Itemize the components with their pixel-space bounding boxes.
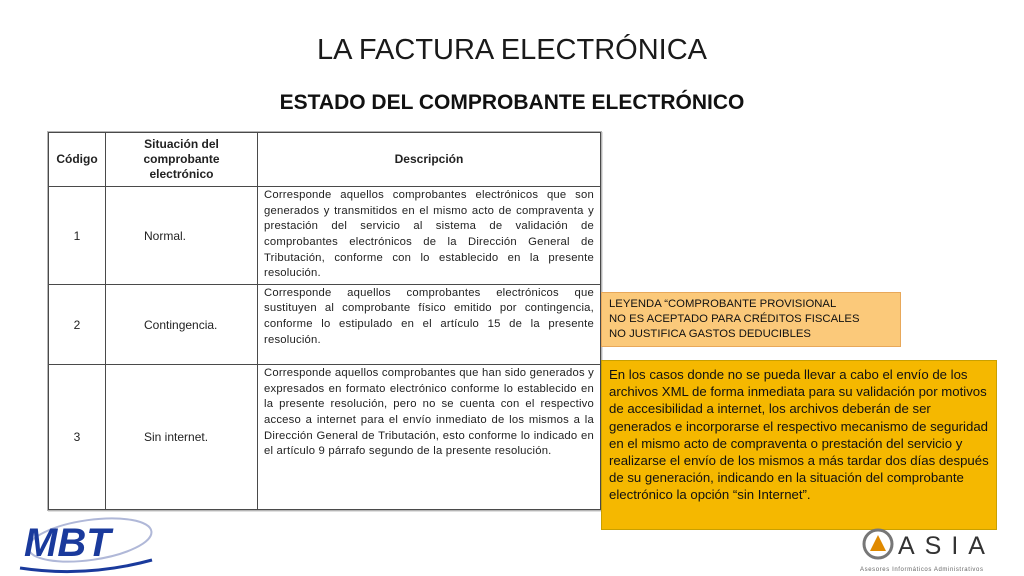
legend-line: LEYENDA “COMPROBANTE PROVISIONAL [609,298,837,310]
row-status: Normal. [106,187,258,285]
table-header-row [49,133,601,187]
row-status: Contingencia. [106,284,258,364]
row-code: 2 [49,284,106,364]
slide-subtitle: ESTADO DEL COMPROBANTE ELECTRÓNICO [279,91,745,114]
mbt-logo [16,510,156,574]
legend-line: NO JUSTIFICA GASTOS DEDUCIBLES [609,328,811,340]
table-row [49,187,601,285]
row-code: 1 [49,187,106,285]
row-code: 3 [49,365,106,510]
info-note: En los casos donde no se pueda llevar a cabo el envío de los archivos XML de forma inmediata para su validación por motivos de accesibilidad a internet, los archivos deberán de ser generados e incorporarse el respectivo mecanismo de seguridad en el mismo acto de compraventa o prestación del servicio y realizarse el envío de los mismos a más tardar dos días después de su generación, indicando en la situación del comprobante electrónico la opción “sin Internet”. [601,360,997,530]
header-status: Situación del comprobante electrónico [106,133,258,187]
asia-tagline: Asesores Informáticos Administrativos [860,567,984,573]
asia-logo [858,524,1018,576]
asia-logo-text: ASIA [898,532,995,560]
row-description: Corresponde aquellos comprobantes electrónicos que son generados y transmitidos en el mismo acto de compraventa y prestación del servicio al sistema de validación de comprobantes electrónicos de la Dirección General de Tributación, conforme con lo establecido en la presente resolución. [258,187,601,285]
status-table [48,132,601,510]
header-code: Código [49,133,106,187]
table-row [49,284,601,364]
table-row [49,365,601,510]
legend-note [601,292,901,347]
row-description: Corresponde aquellos comprobantes que han sido generados y expresados en formato electrónico conforme lo establecido en la presente resolución, pero no se cuenta con el respectivo acceso a internet para el envío inmediato de los mismos a la Dirección General de Tributación, esto conforme lo indicado en el artículo 9 párrafo segundo de la presente resolución. [258,365,601,510]
status-table-image [47,131,602,511]
row-description: Corresponde aquellos comprobantes electrónicos que sustituyen al comprobante físico emitido por contingencia, conforme lo estipulado en el artículo 15 de la presente resolución. [258,284,601,364]
row-status: Sin internet. [106,365,258,510]
slide-title: LA FACTURA ELECTRÓNICA [317,34,707,66]
header-description: Descripción [258,133,601,187]
mbt-logo-text: MBT [24,521,111,565]
legend-line: NO ES ACEPTADO PARA CRÉDITOS FISCALES [609,313,860,325]
